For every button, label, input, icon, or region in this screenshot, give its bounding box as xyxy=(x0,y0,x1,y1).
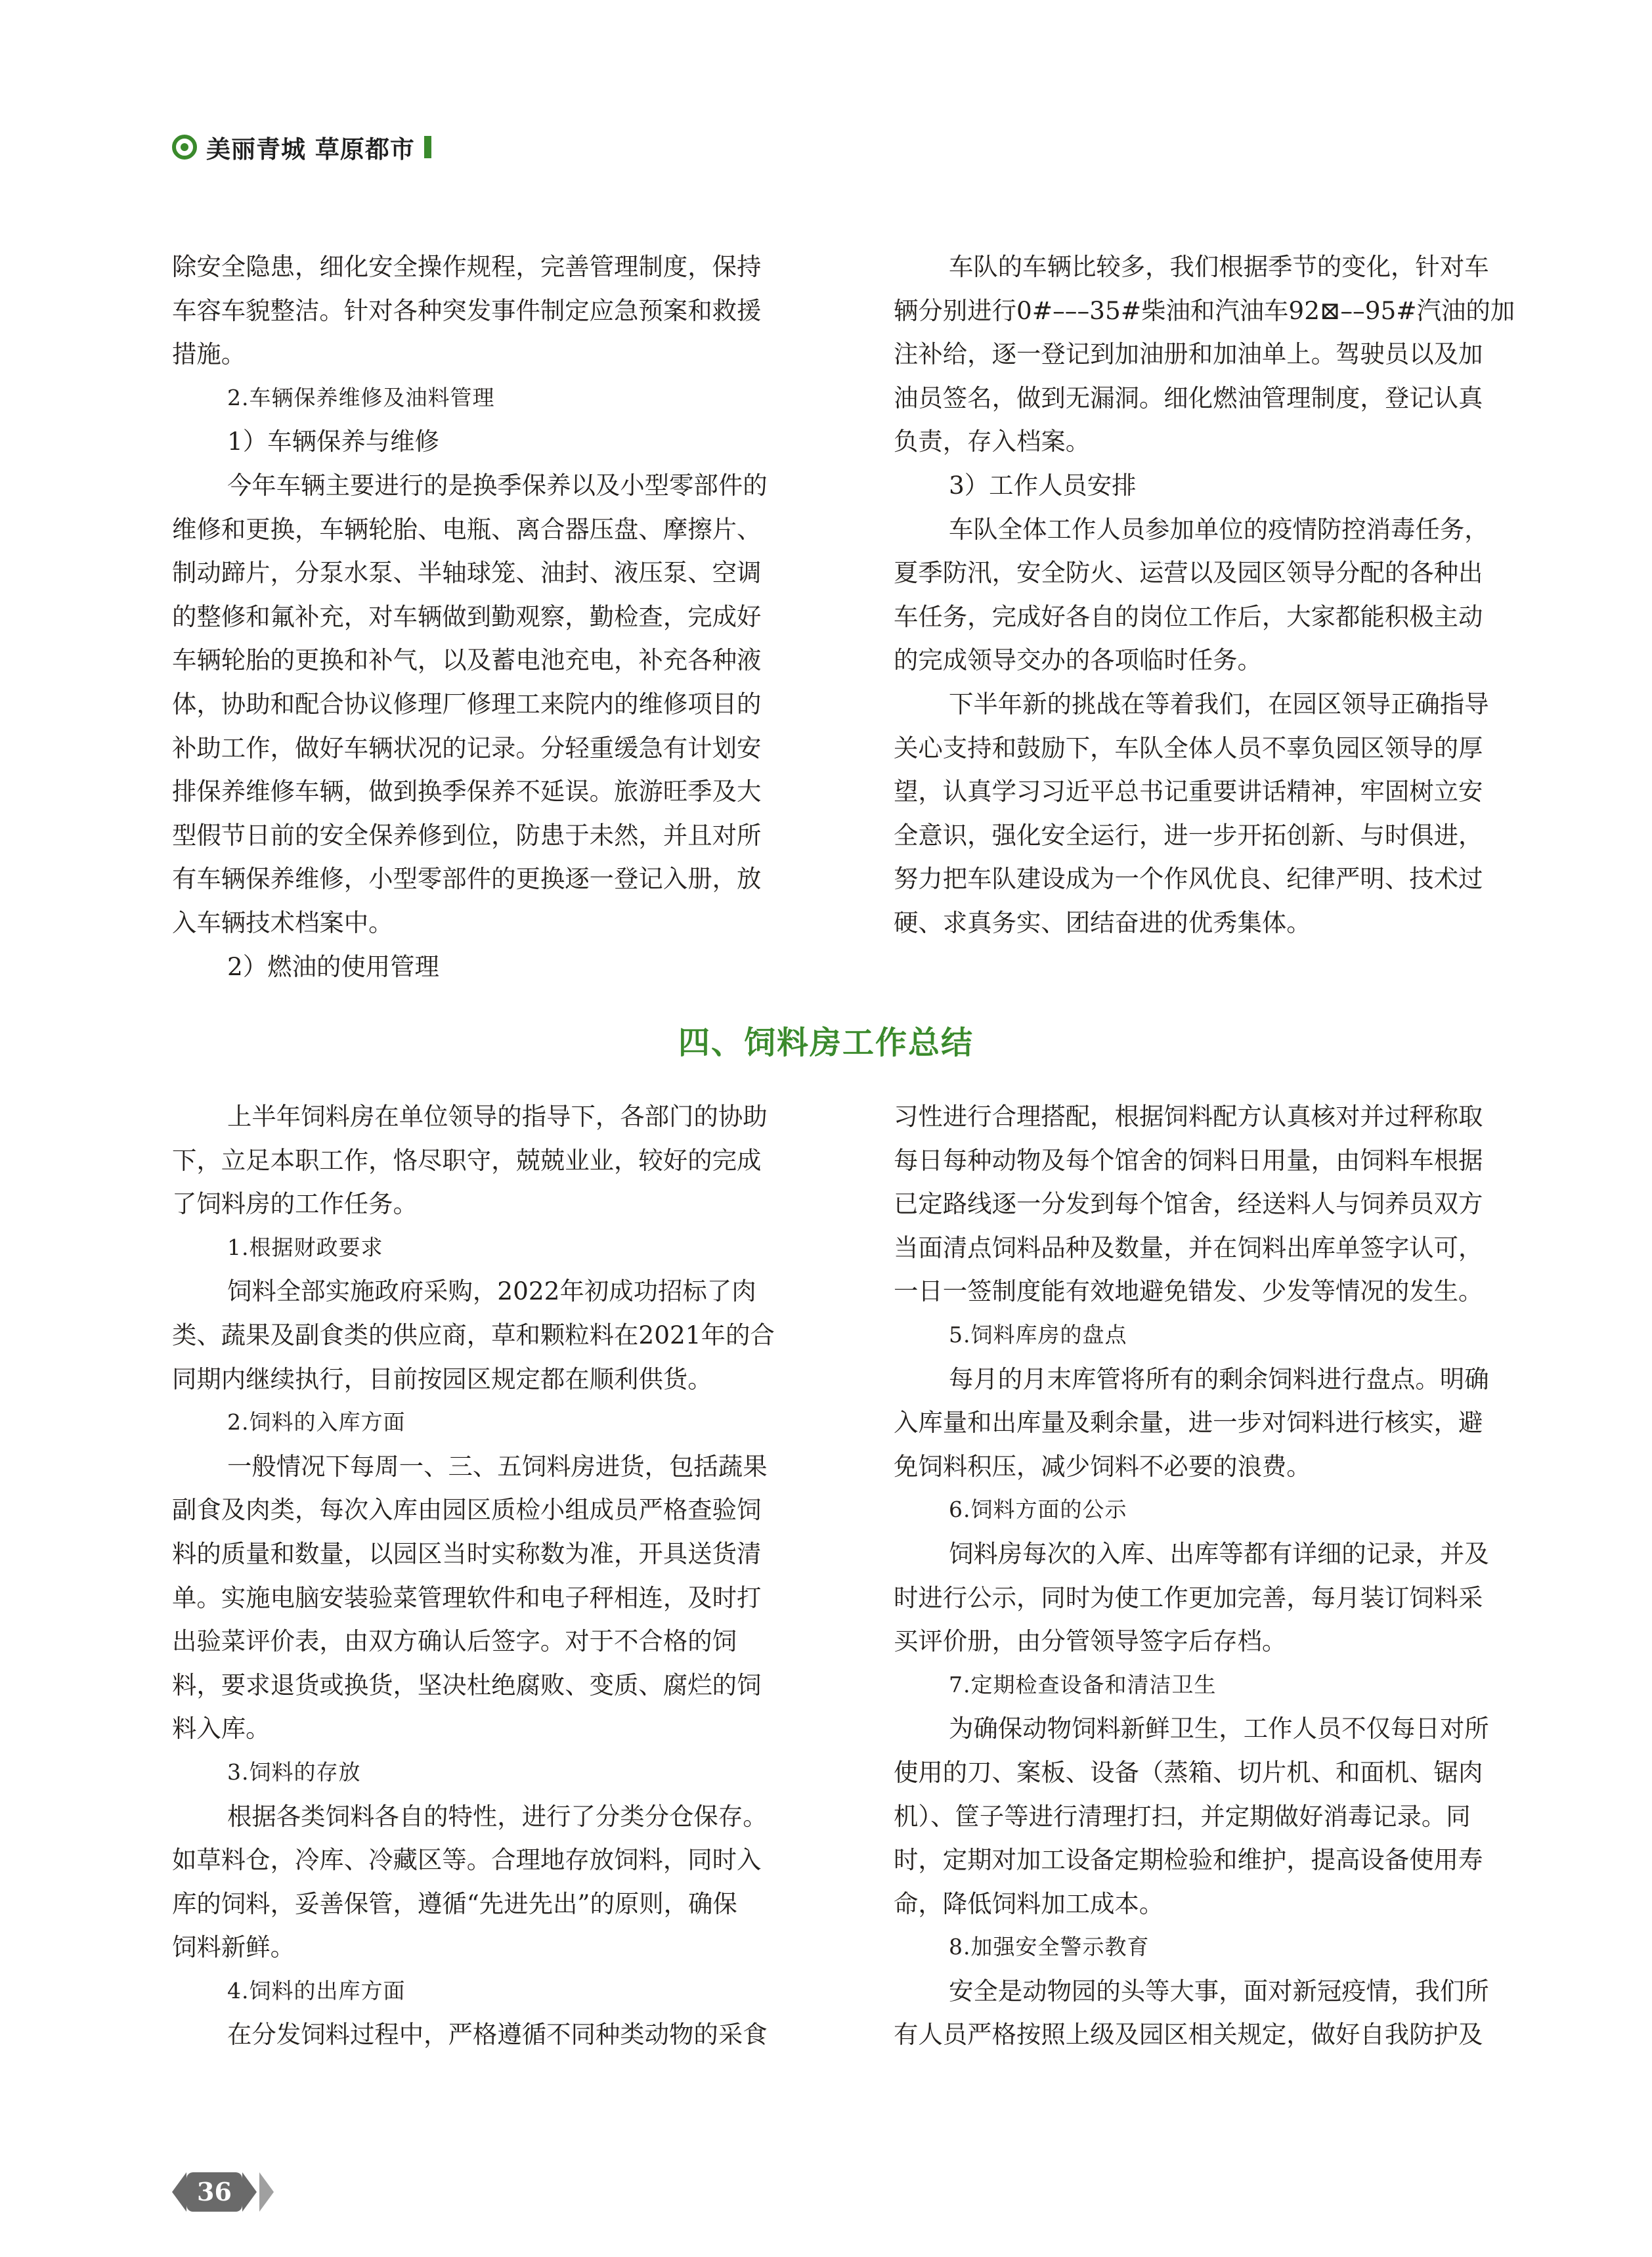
text-line: 饲料全部实施政府采购，2022年初成功招标了肉 xyxy=(227,1277,756,1306)
text-line: 今年车辆主要进行的是换季保养以及小型零部件的 xyxy=(227,470,768,500)
text-line: 料的质量和数量，以园区当时实称数为准，开具送货清 xyxy=(172,1539,762,1568)
text-line: 下，立足本职工作，恪尽职守，兢兢业业，较好的完成 xyxy=(172,1145,762,1175)
chevron-right-icon xyxy=(242,2172,257,2212)
text-line: 3）工作人员安排 xyxy=(949,470,1137,500)
text-line: 夏季防汛，安全防火、运营以及园区领导分配的各种出 xyxy=(894,558,1483,588)
subheading-line: 3.饲料的存放 xyxy=(227,1759,361,1785)
text-line: 负责，存入档案。 xyxy=(894,427,1091,456)
text-line: 命，降低饲料加工成本。 xyxy=(894,1889,1164,1918)
text-line: 下半年新的挑战在等着我们，在园区领导正确指导 xyxy=(949,689,1489,718)
header-accent-bar xyxy=(424,136,431,158)
text-line: 根据各类饲料各自的特性，进行了分类分仓保存。 xyxy=(227,1801,768,1831)
text-line: 入库量和出库量及剩余量，进一步对饲料进行核实，避 xyxy=(894,1408,1483,1437)
text-line: 每月的月末库管将所有的剩余饲料进行盘点。明确 xyxy=(949,1364,1489,1393)
text-line: 库的饲料，妥善保管，遵循“先进先出”的原则，确保 xyxy=(172,1889,737,1918)
text-line: 车辆轮胎的更换和补气，以及蓄电池充电，补充各种液 xyxy=(172,646,762,675)
text-line: 油员签名，做到无漏洞。细化燃油管理制度，登记认真 xyxy=(894,383,1483,412)
text-line: 努力把车队建设成为一个作风优良、纪律严明、技术过 xyxy=(894,864,1483,894)
text-line: 车容车貌整洁。针对各种突发事件制定应急预案和救援 xyxy=(172,296,762,325)
text-line: 全意识，强化安全运行，进一步开拓创新、与时俱进， xyxy=(894,820,1483,850)
text-line: 一日一签制度能有效地避免错发、少发等情况的发生。 xyxy=(894,1277,1483,1306)
subheading-line: 2.车辆保养维修及油料管理 xyxy=(227,384,495,410)
text-line: 时进行公示，同时为使工作更加完善，每月装订饲料采 xyxy=(894,1583,1483,1612)
subheading-line: 8.加强安全警示教育 xyxy=(949,1934,1150,1960)
text-line: 辆分别进行0#–––35#柴油和汽油车92⊠––95#汽油的加 xyxy=(894,296,1515,325)
chevron-right-icon xyxy=(259,2172,274,2212)
text-line: 使用的刀、案板、设备（蒸箱、切片机、和面机、锯肉 xyxy=(894,1757,1483,1787)
text-line: 除安全隐患，细化安全操作规程，完善管理制度，保持 xyxy=(172,252,762,281)
text-line: 饲料房每次的入库、出库等都有详细的记录，并及 xyxy=(949,1539,1489,1568)
subheading-line: 1.根据财政要求 xyxy=(227,1234,383,1260)
text-line: 措施。 xyxy=(172,340,246,369)
subheading-line: 2.饲料的入库方面 xyxy=(227,1409,406,1435)
text-line: 制动蹄片，分泵水泵、半轴球笼、油封、液压泵、空调 xyxy=(172,558,762,588)
text-line: 有人员严格按照上级及园区相关规定，做好自我防护及 xyxy=(894,2020,1483,2049)
text-line: 如草料仓，冷库、冷藏区等。合理地存放饲料，同时入 xyxy=(172,1845,762,1875)
text-line: 维修和更换，车辆轮胎、电瓶、离合器压盘、摩擦片、 xyxy=(172,514,762,544)
text-line: 1）车辆保养与维修 xyxy=(227,427,439,456)
page-number: 36 xyxy=(186,2172,242,2212)
text-line: 在分发饲料过程中，严格遵循不同种类动物的采食 xyxy=(227,2020,768,2049)
text-line: 为确保动物饲料新鲜卫生，工作人员不仅每日对所 xyxy=(949,1714,1489,1743)
section-title: 四、饲料房工作总结 xyxy=(678,1024,974,1061)
text-line: 上半年饲料房在单位领导的指导下，各部门的协助 xyxy=(227,1102,768,1131)
text-line: 车队的车辆比较多，我们根据季节的变化，针对车 xyxy=(949,252,1489,281)
text-line: 料入库。 xyxy=(172,1714,271,1743)
logo-circle-icon xyxy=(172,135,197,160)
text-line: 机）、筐子等进行清理打扫，并定期做好消毒记录。同 xyxy=(894,1801,1471,1831)
subheading-line: 6.饲料方面的公示 xyxy=(949,1497,1127,1523)
bottom-left-column xyxy=(172,1095,793,2057)
text-line: 已定路线逐一分发到每个馆舍，经送料人与饲养员双方 xyxy=(894,1189,1483,1219)
text-line: 的整修和氟补充，对车辆做到勤观察，勤检查，完成好 xyxy=(172,602,762,631)
text-line: 当面清点饲料品种及数量，并在饲料出库单签字认可， xyxy=(894,1233,1483,1262)
text-line: 单。实施电脑安装验菜管理软件和电子秤相连，及时打 xyxy=(172,1583,762,1612)
text-line: 车队全体工作人员参加单位的疫情防控消毒任务， xyxy=(949,514,1489,544)
text-line: 硬、求真务实、团结奋进的优秀集体。 xyxy=(894,908,1311,937)
text-line: 注补给，逐一登记到加油册和加油单上。驾驶员以及加 xyxy=(894,340,1483,369)
text-line: 饲料新鲜。 xyxy=(172,1933,295,1962)
text-line: 型假节日前的安全保养修到位，防患于未然，并且对所 xyxy=(172,820,762,850)
subheading-line: 4.饲料的出库方面 xyxy=(227,1977,406,2004)
chevron-left-icon xyxy=(172,2172,186,2212)
text-line: 免饲料积压，减少饲料不必要的浪费。 xyxy=(894,1451,1311,1481)
text-line: 同期内继续执行，目前按园区规定都在顺利供货。 xyxy=(172,1364,712,1393)
text-line: 一般情况下每周一、三、五饲料房进货，包括蔬果 xyxy=(227,1451,768,1481)
text-line: 时，定期对加工设备定期检验和维护，提高设备使用寿 xyxy=(894,1845,1483,1875)
text-line: 的完成领导交办的各项临时任务。 xyxy=(894,646,1262,675)
text-line: 买评价册，由分管领导签字后存档。 xyxy=(894,1627,1287,1656)
text-line: 了饲料房的工作任务。 xyxy=(172,1189,418,1219)
text-line: 2）燃油的使用管理 xyxy=(227,952,439,981)
text-line: 每日每种动物及每个馆舍的饲料日用量，由饲料车根据 xyxy=(894,1145,1483,1175)
header-title: 美丽青城 草原都市 xyxy=(206,135,415,164)
top-right-column xyxy=(894,245,1515,945)
text-line: 习性进行合理搭配，根据饲料配方认真核对并过秤称取 xyxy=(894,1102,1483,1131)
text-line: 安全是动物园的头等大事，面对新冠疫情，我们所 xyxy=(949,1976,1489,2005)
text-line: 补助工作，做好车辆状况的记录。分轻重缓急有计划安 xyxy=(172,733,762,762)
subheading-line: 7.定期检查设备和清洁卫生 xyxy=(949,1671,1217,1698)
text-line: 副食及肉类，每次入库由园区质检小组成员严格查验饲 xyxy=(172,1495,762,1525)
text-line: 关心支持和鼓励下，车队全体人员不辜负园区领导的厚 xyxy=(894,733,1483,762)
text-line: 入车辆技术档案中。 xyxy=(172,908,393,937)
text-line: 望，认真学习习近平总书记重要讲话精神，牢固树立安 xyxy=(894,777,1483,806)
text-line: 车任务，完成好各自的岗位工作后，大家都能积极主动 xyxy=(894,602,1483,631)
page-number-badge xyxy=(172,2166,274,2218)
text-line: 料，要求退货或换货，坚决杜绝腐败、变质、腐烂的饲 xyxy=(172,1670,762,1699)
subheading-line: 5.饲料库房的盘点 xyxy=(949,1321,1127,1348)
text-line: 体，协助和配合协议修理厂修理工来院内的维修项目的 xyxy=(172,689,762,718)
running-header xyxy=(172,129,431,165)
text-line: 类、蔬果及副食类的供应商，草和颗粒料在2021年的合 xyxy=(172,1320,775,1349)
text-line: 出验菜评价表，由双方确认后签字。对于不合格的饲 xyxy=(172,1627,737,1656)
text-line: 排保养维修车辆，做到换季保养不延误。旅游旺季及大 xyxy=(172,777,762,806)
top-left-column xyxy=(172,245,793,988)
bottom-right-column xyxy=(894,1095,1515,2057)
text-line: 有车辆保养维修，小型零部件的更换逐一登记入册，放 xyxy=(172,864,762,894)
